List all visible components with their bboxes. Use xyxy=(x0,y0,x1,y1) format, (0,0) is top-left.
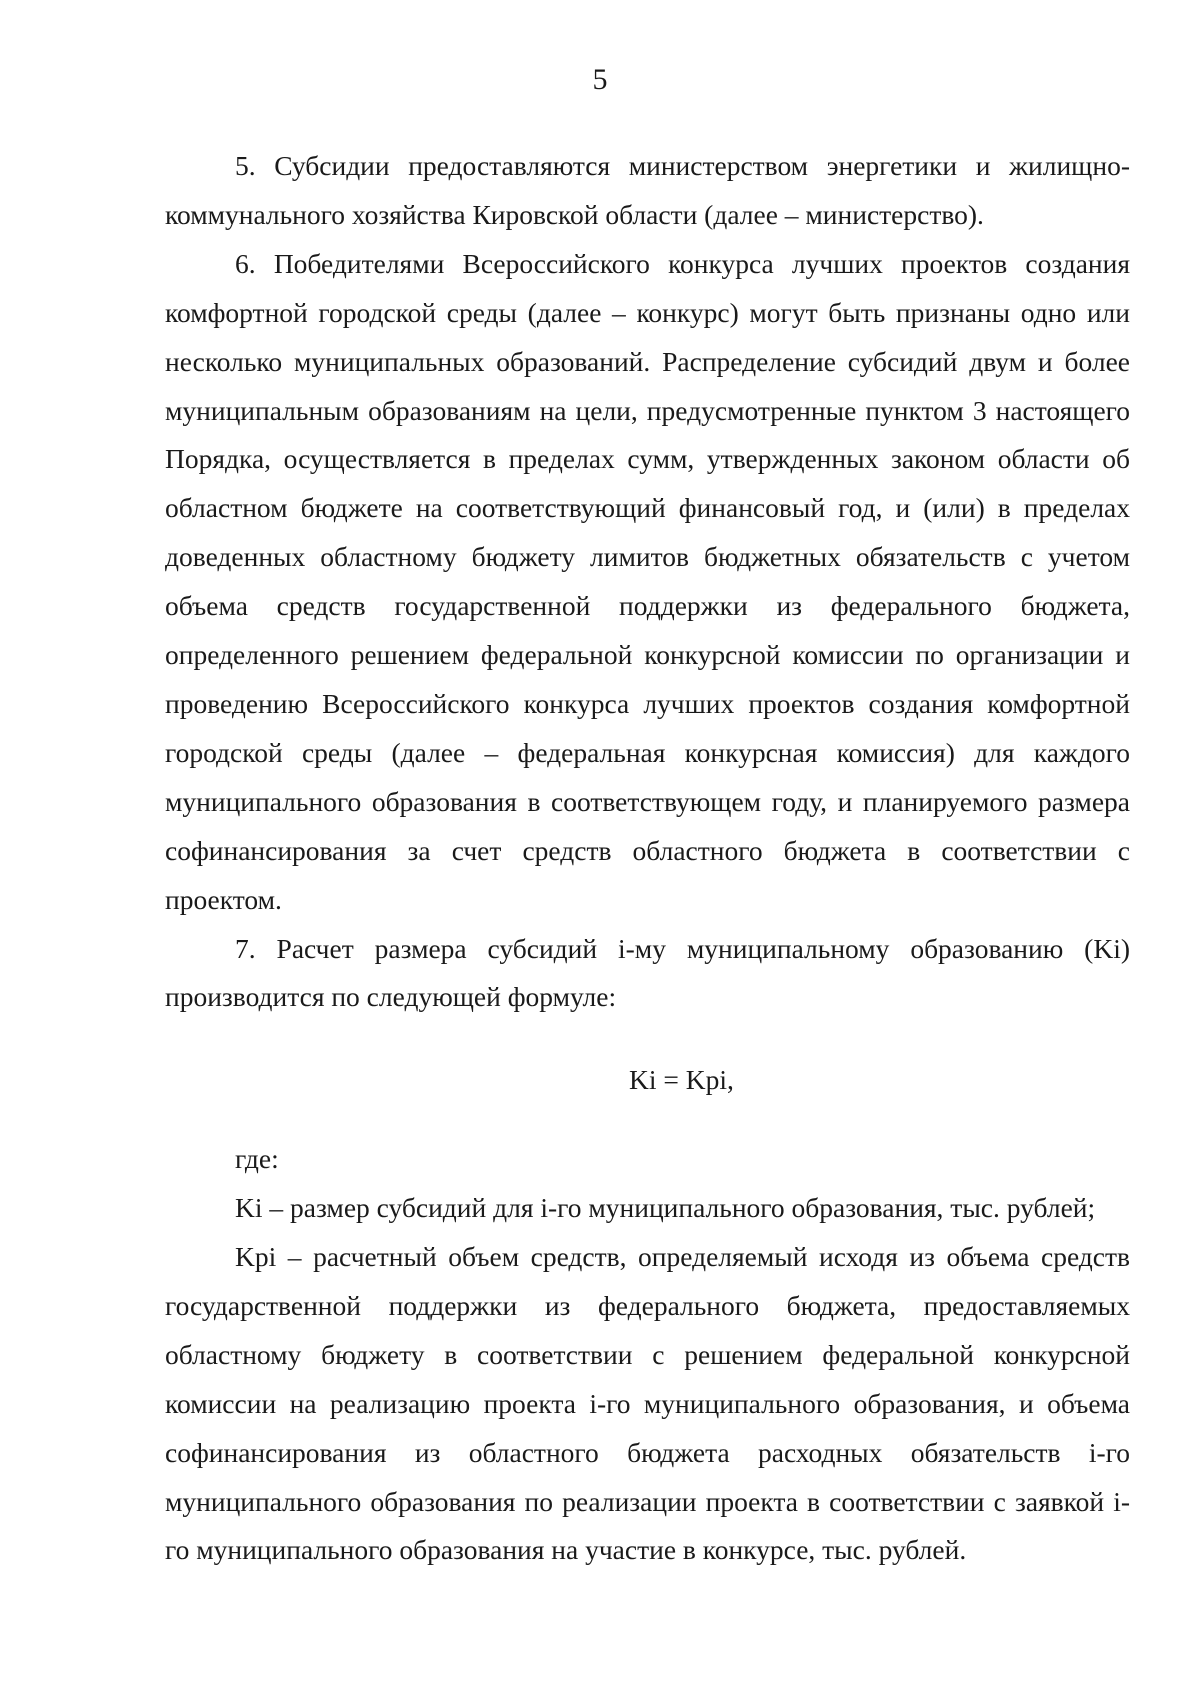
definition-ki: Ki – размер субсидий для i-го муниципального образования, тыс. рублей; xyxy=(235,1192,1096,1224)
formula: Ki = Kpi, xyxy=(629,1064,734,1096)
document-body xyxy=(165,142,1130,1575)
definition-kpi: Kpi – расчетный объем средств, определяемый исходя из объема средств государственной поддержки из федерального бюджета, предоставляемых областному бюджету в соответствии с решением федеральной конкурсной комиссии на реализацию проекта i-го муниципального образования, и объема софинансирования из областного бюджета расходных обязательств i-го муниципального образования по реализации проекта в соответствии с заявкой i-го муниципального образования на участие в конкурсе, тыс. рублей. xyxy=(165,1241,1130,1566)
paragraph-7: 7. Расчет размера субсидий i-му муниципальному образованию (Ki) производится по следующей формуле: xyxy=(165,932,1130,1013)
page-number: 5 xyxy=(592,63,608,96)
paragraph-5: 5. Субсидии предоставляются министерством энергетики и жилищно-коммунального хозяйства Кировской области (далее – министерство). xyxy=(165,150,1130,230)
paragraph-6: 6. Победителями Всероссийского конкурса лучших проектов создания комфортной городской среды (далее – конкурс) могут быть признаны одно или несколько муниципальных образований. Распределение субсидий двум и более муниципальным образованиям на цели, предусмотренные пунктом 3 настоящего Порядка, осуществляется в пределах сумм, утвержденных законом области об областном бюджете на соответствующий финансовый год, и (или) в пределах доведенных областному бюджету лимитов бюджетных обязательств с учетом объема средств государственной поддержки из федерального бюджета, определенного решением федеральной конкурсной комиссии по организации и проведению Всероссийского конкурса лучших проектов создания комфортной городской среды (далее – федеральная конкурсная комиссия) для каждого муниципального образования в соответствующем году, и планируемого размера софинансирования за счет средств областного бюджета в соответствии с проектом. xyxy=(165,247,1130,915)
where-label: где: xyxy=(235,1143,279,1175)
